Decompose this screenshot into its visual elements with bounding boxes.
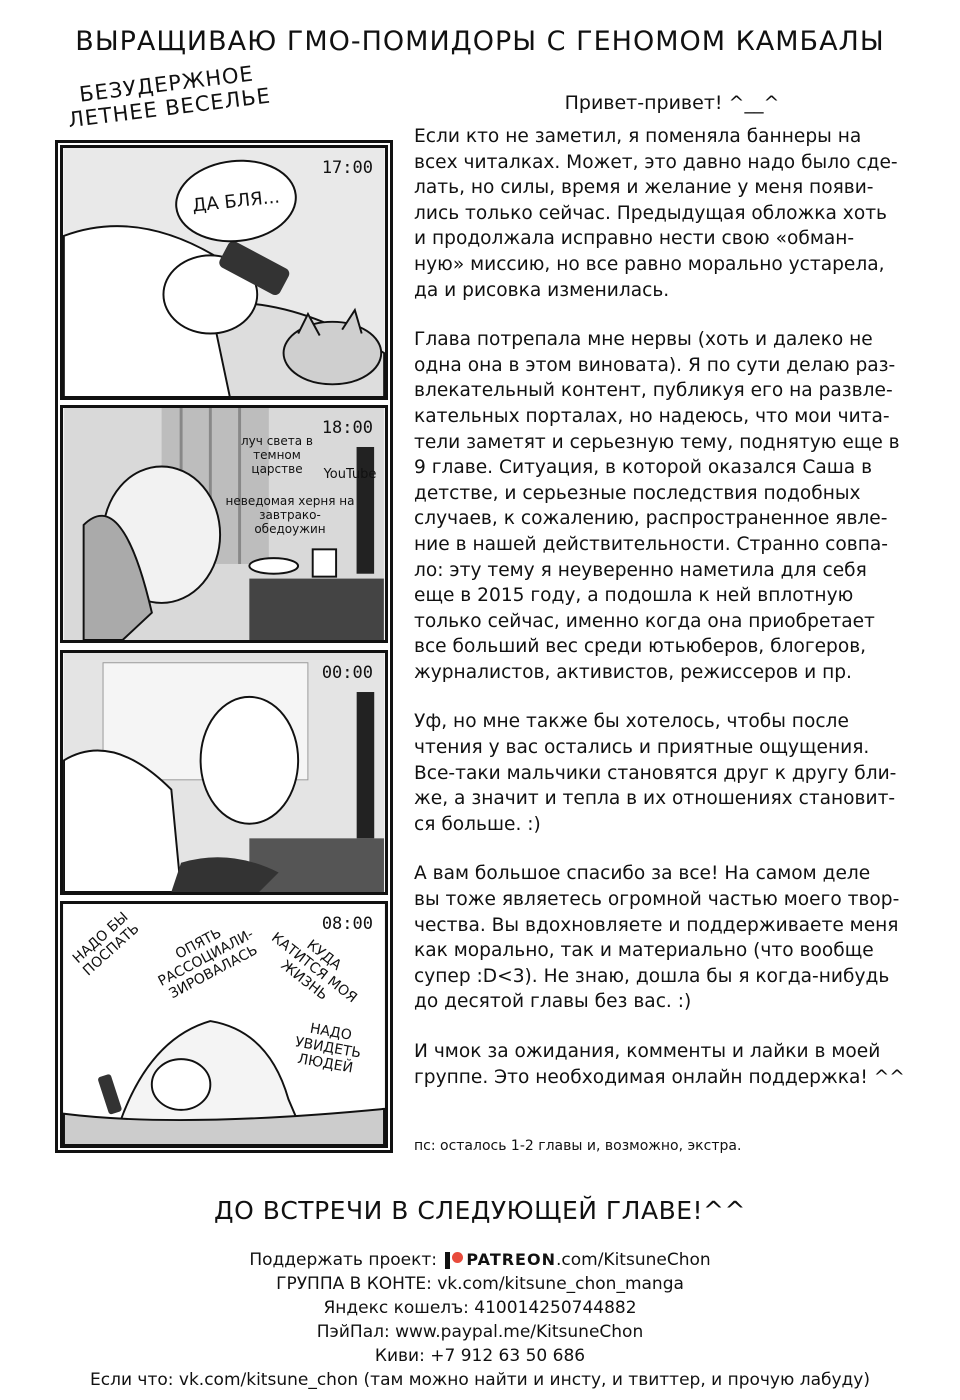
thought-sleep: НАДО БЫ ПОСПАТЬ [69, 909, 143, 980]
thought-life: КУДА КАТИТСЯ МОЯ ЖИЗНЬ [268, 929, 360, 1007]
thought-desocialized: ОПЯТЬ РАССОЦИАЛИ-ЗИРОВАЛАСЬ [155, 925, 261, 1003]
thought-people: НАДО УВИДЕТЬ ЛЮДЕЙ [293, 1020, 363, 1077]
support-links [0, 1248, 960, 1392]
article-paragraph: А вам большое спасибо за все! На самом деле вы тоже являетесь огромной частью моего твор- чества. Вы вдохновляете и поддерживаете меня как морально, так и материально (что вообще супер :D<3). Не знаю, дошла бы я когда-нибудь до десятой главы без вас. :) [414, 863, 900, 1013]
comic-panel-3 [60, 650, 388, 895]
closing-title: ДО ВСТРЕЧИ В СЛЕДУЮЩЕЙ ГЛАВЕ!^^ [214, 1196, 746, 1225]
support-label: Поддержать проект: [249, 1250, 438, 1270]
article-paragraph: Уф, но мне также бы хотелось, чтобы после чтения у вас остались и приятные ощущения. Все-таки мальчики становятся друг к другу бли- же, а значит и тепла в их отношениях становит- ся больше. :) [414, 711, 897, 835]
patreon-link[interactable]: PATREON [466, 1250, 556, 1269]
article-greeting: Привет-привет! ^__^ [564, 92, 780, 114]
comic-strip [55, 140, 393, 1153]
patreon-line [0, 1248, 960, 1272]
yandex-wallet: Яндекс кошелъ: 410014250744882 [323, 1298, 637, 1318]
patreon-path[interactable]: .com/KitsuneChon [555, 1250, 711, 1270]
note-light-ray: луч света в темном царстве [241, 434, 313, 476]
paypal-link[interactable]: ПэйПал: www.paypal.me/KitsuneChon [316, 1322, 644, 1342]
time-label: 00:00 [321, 663, 373, 683]
article [414, 92, 930, 1114]
comic-panel-2 [60, 405, 388, 643]
note-youtube: YouTube [323, 467, 377, 482]
panel-3-illustration [63, 653, 385, 892]
article-paragraph: И чмок за ожидания, комменты и лайки в моей группе. Это необходимая онлайн поддержка! ^^ [414, 1041, 905, 1088]
qiwi-number: Киви: +7 912 63 50 686 [374, 1346, 586, 1366]
misc-links[interactable]: Если что: vk.com/kitsune_chon (там можно найти и инсту, и твиттер, и прочую лабуду) [90, 1370, 870, 1390]
page-title: ВЫРАЩИВАЮ ГМО-ПОМИДОРЫ С ГЕНОМОМ КАМБАЛЫ [75, 26, 885, 57]
postscript: пс: осталось 1-2 главы и, возможно, экстра. [414, 1138, 742, 1154]
time-label: 17:00 [321, 158, 373, 178]
vk-group-link[interactable]: ГРУППА В КОНТЕ: vk.com/kitsune_chon_manga [276, 1274, 684, 1294]
comic-panel-1 [60, 145, 388, 400]
comic-panel-4 [60, 901, 388, 1148]
comic-caption: БЕЗУДЕРЖНОЕ ЛЕТНЕЕ ВЕСЕЛЬЕ [66, 61, 273, 133]
time-label: 18:00 [321, 418, 373, 438]
speech-bubble: ДА БЛЯ... [171, 154, 301, 248]
article-paragraph: Глава потрепала мне нервы (хоть и далеко не одна она в этом виновата). Я по сути делаю раз- влекательный контент, публикуя его на развле- кательных порталах, но надеюсь, что мои чита- тели заметят и серьезную тему, поднятую еще в 9 главе. Ситуация, в которой оказался Саша в детстве, и серьезные последствия подобных случаев, к сожалению, распространенное явле- ние в нашей действительности. Странно совпа- ло: эту тему я неуверенно наметила для себя еще в 2015 году, а подошла к ней вплотную только сейчас, именно когда она приобретает все больший вес среди ютьюберов, блогеров, журналистов, активистов, режиссеров и пр. [414, 329, 900, 683]
note-food: неведомая херня на завтрако-обедоужин [225, 494, 355, 536]
patreon-icon [445, 1251, 463, 1269]
time-label: 08:00 [321, 914, 373, 934]
article-paragraph: Если кто не заметил, я поменяла баннеры на всех читалках. Может, это давно надо было сде- лать, но силы, время и желание у меня появи- лись только сейчас. Предыдущая обложка хоть и продолжала исправно нести свою «обман- ную» миссию, но все равно морально устарела, да и рисовка изменилась. [414, 126, 898, 301]
